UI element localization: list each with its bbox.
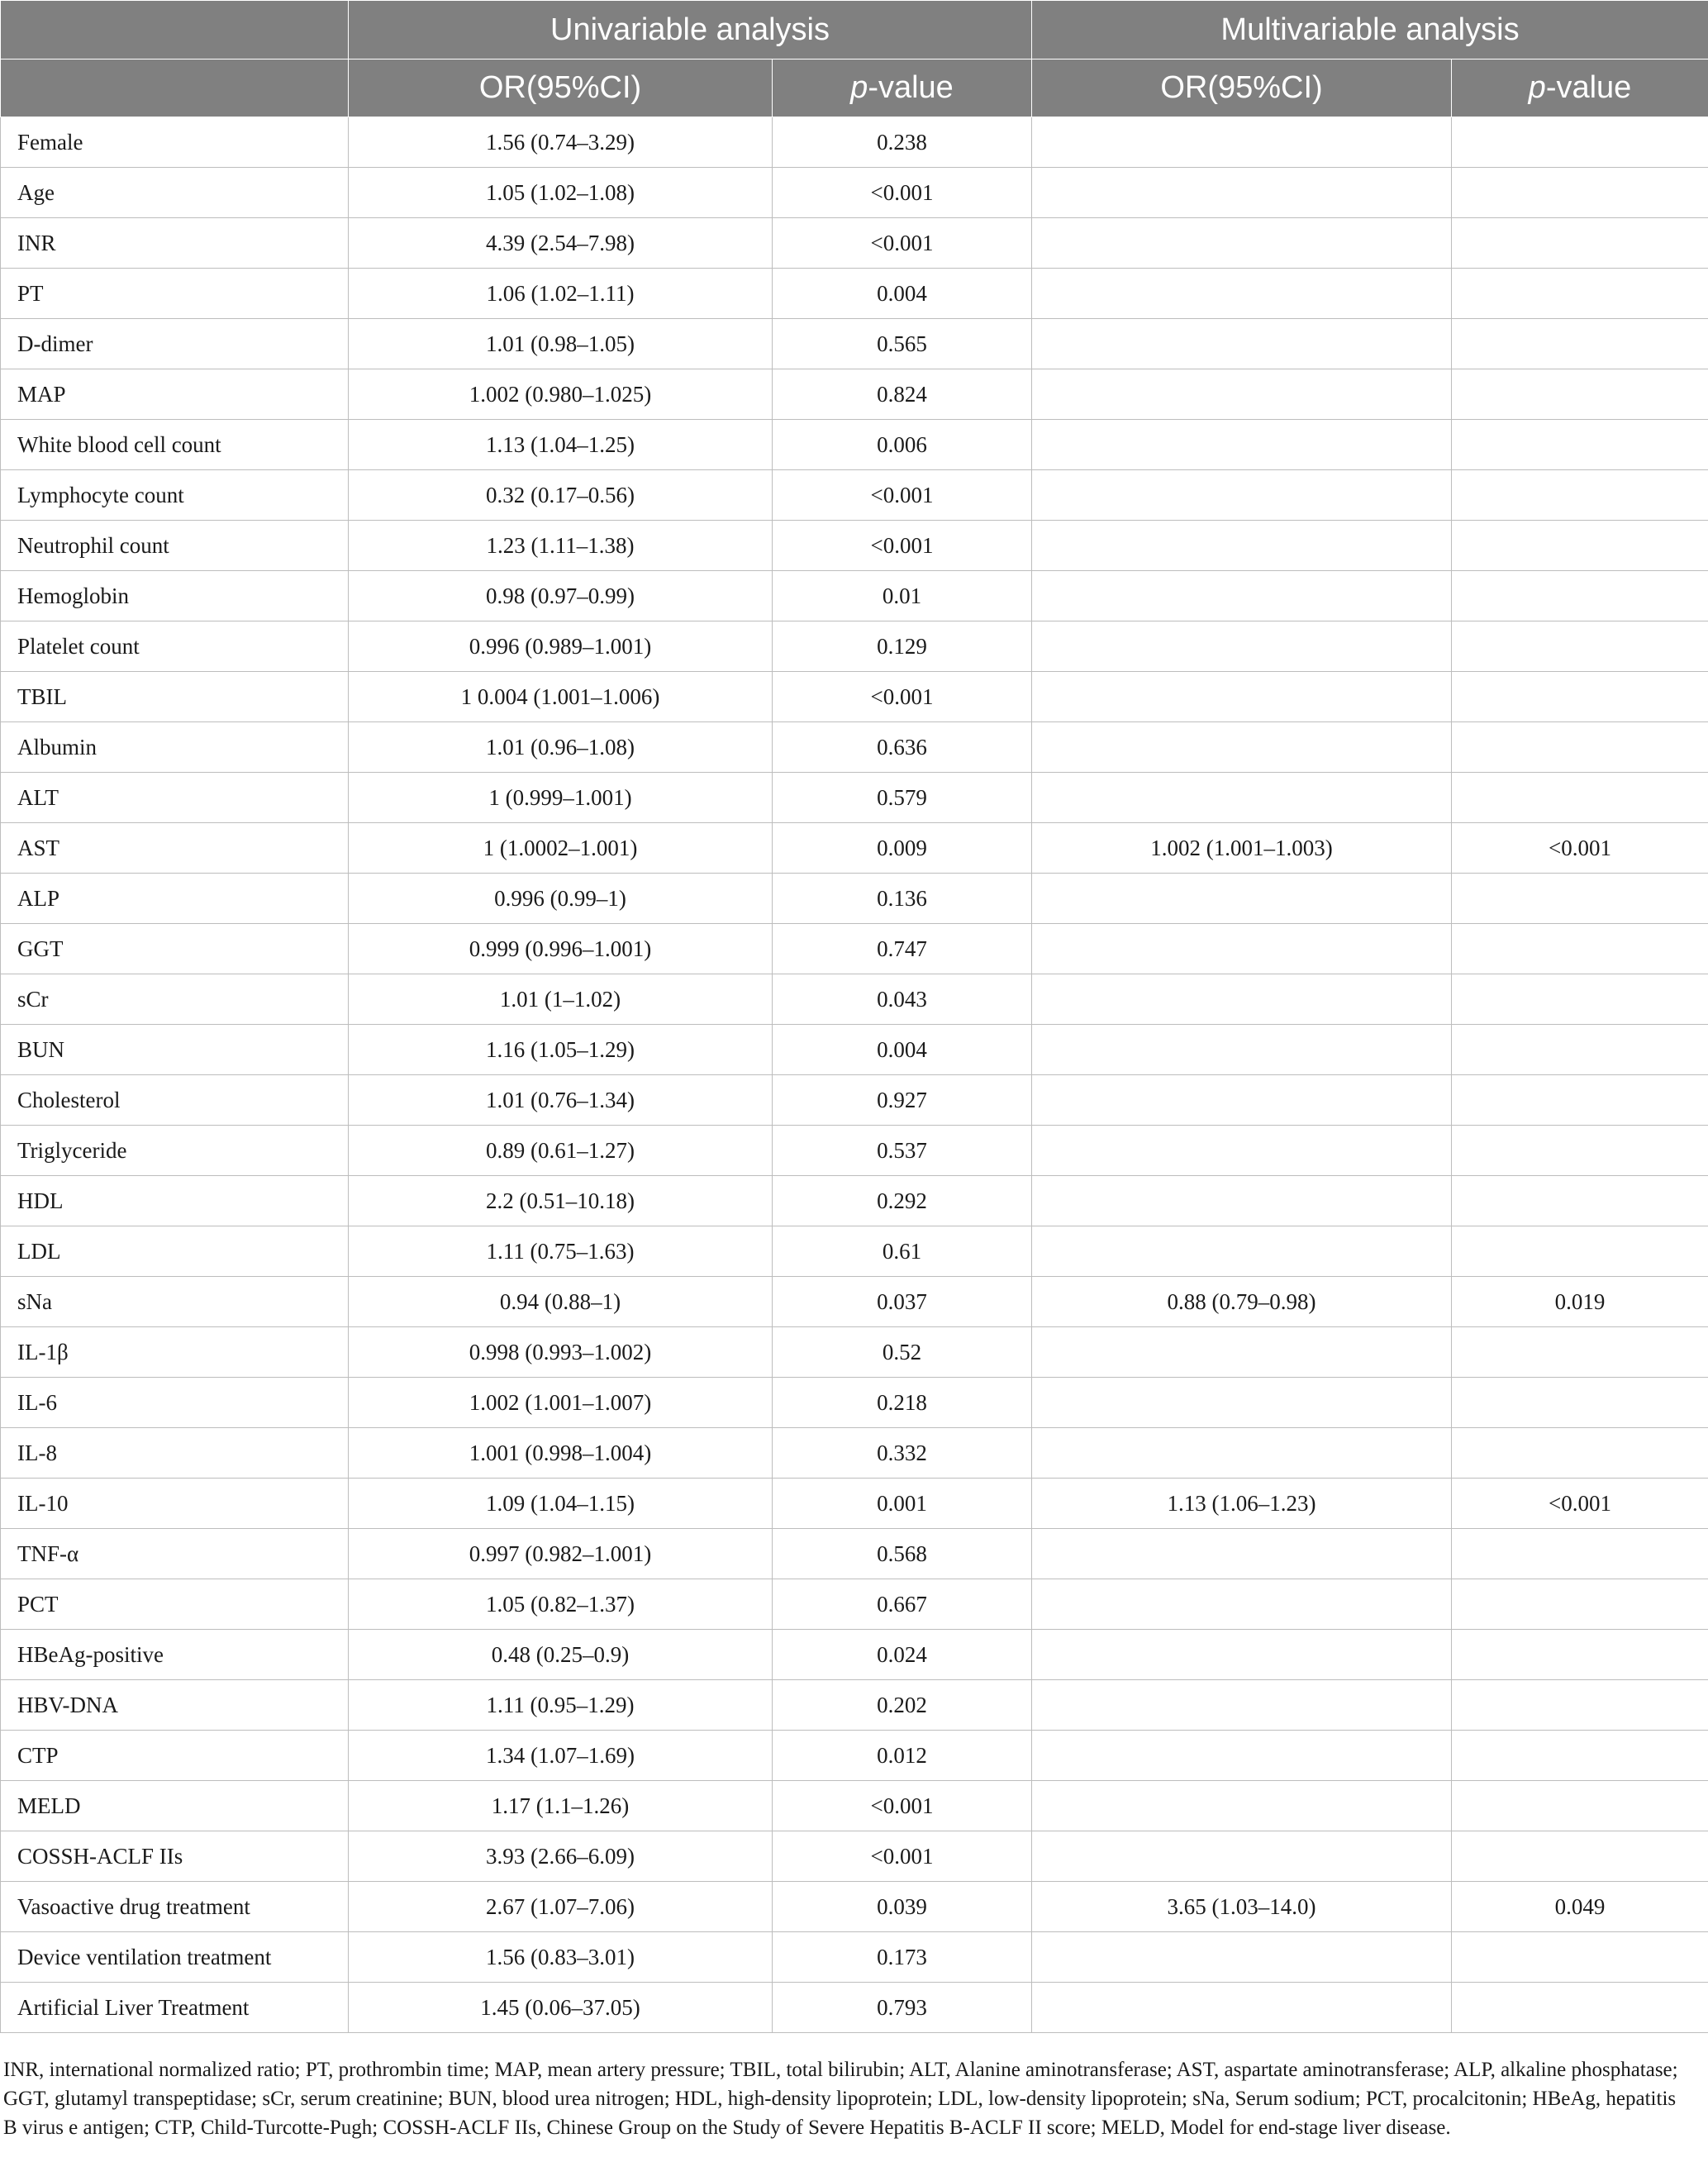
multivariable-or-cell xyxy=(1032,672,1452,722)
variable-cell: Neutrophil count xyxy=(1,521,349,571)
header-uni-or: OR(95%CI) xyxy=(349,60,773,117)
variable-cell: Hemoglobin xyxy=(1,571,349,621)
univariable-p-cell: 0.927 xyxy=(773,1075,1032,1126)
univariable-or-cell: 1.23 (1.11–1.38) xyxy=(349,521,773,571)
univariable-p-cell: 0.006 xyxy=(773,420,1032,470)
multivariable-p-cell xyxy=(1452,521,1708,571)
multivariable-or-cell xyxy=(1032,168,1452,218)
multivariable-or-cell xyxy=(1032,369,1452,420)
variable-cell: Artificial Liver Treatment xyxy=(1,1983,349,2033)
multivariable-or-cell xyxy=(1032,1630,1452,1680)
multivariable-or-cell xyxy=(1032,218,1452,269)
univariable-or-cell: 3.93 (2.66–6.09) xyxy=(349,1831,773,1882)
variable-cell: IL-8 xyxy=(1,1428,349,1479)
univariable-or-cell: 1.11 (0.95–1.29) xyxy=(349,1680,773,1731)
multivariable-p-cell xyxy=(1452,672,1708,722)
multivariable-p-cell xyxy=(1452,218,1708,269)
univariable-or-cell: 1.01 (1–1.02) xyxy=(349,974,773,1025)
univariable-or-cell: 1.13 (1.04–1.25) xyxy=(349,420,773,470)
univariable-or-cell: 1.16 (1.05–1.29) xyxy=(349,1025,773,1075)
univariable-p-cell: 0.173 xyxy=(773,1932,1032,1983)
multivariable-or-cell xyxy=(1032,924,1452,974)
multivariable-or-cell xyxy=(1032,1327,1452,1378)
multivariable-or-cell xyxy=(1032,773,1452,823)
table-row xyxy=(1,1479,1708,1529)
table-row xyxy=(1,621,1708,672)
univariable-or-cell: 1.01 (0.76–1.34) xyxy=(349,1075,773,1126)
multivariable-or-cell xyxy=(1032,1075,1452,1126)
table-row xyxy=(1,1882,1708,1932)
multivariable-p-cell: <0.001 xyxy=(1452,823,1708,874)
univariable-p-cell: 0.009 xyxy=(773,823,1032,874)
multivariable-p-cell xyxy=(1452,1226,1708,1277)
variable-cell: Platelet count xyxy=(1,621,349,672)
variable-cell: HBV-DNA xyxy=(1,1680,349,1731)
header-univariable: Univariable analysis xyxy=(349,1,1032,60)
table-row xyxy=(1,1025,1708,1075)
table-row xyxy=(1,1226,1708,1277)
univariable-or-cell: 1.01 (0.96–1.08) xyxy=(349,722,773,773)
univariable-p-cell: 0.579 xyxy=(773,773,1032,823)
variable-cell: TBIL xyxy=(1,672,349,722)
table-row xyxy=(1,974,1708,1025)
header-uni-p xyxy=(773,60,1032,117)
multivariable-p-cell xyxy=(1452,1327,1708,1378)
univariable-p-cell: 0.136 xyxy=(773,874,1032,924)
variable-cell: LDL xyxy=(1,1226,349,1277)
univariable-or-cell: 1.01 (0.98–1.05) xyxy=(349,319,773,369)
variable-cell: sCr xyxy=(1,974,349,1025)
multivariable-p-cell xyxy=(1452,117,1708,168)
univariable-or-cell: 1.06 (1.02–1.11) xyxy=(349,269,773,319)
multivariable-or-cell xyxy=(1032,1126,1452,1176)
multivariable-or-cell xyxy=(1032,1529,1452,1579)
univariable-p-cell: 0.747 xyxy=(773,924,1032,974)
variable-cell: Vasoactive drug treatment xyxy=(1,1882,349,1932)
variable-cell: INR xyxy=(1,218,349,269)
univariable-or-cell: 2.67 (1.07–7.06) xyxy=(349,1882,773,1932)
univariable-p-cell: 0.824 xyxy=(773,369,1032,420)
univariable-or-cell: 1.002 (1.001–1.007) xyxy=(349,1378,773,1428)
table-row xyxy=(1,420,1708,470)
table-row xyxy=(1,1327,1708,1378)
univariable-p-cell: <0.001 xyxy=(773,521,1032,571)
univariable-p-cell: 0.537 xyxy=(773,1126,1032,1176)
variable-cell: Female xyxy=(1,117,349,168)
multivariable-p-cell xyxy=(1452,621,1708,672)
univariable-or-cell: 0.999 (0.996–1.001) xyxy=(349,924,773,974)
multivariable-p-cell xyxy=(1452,1025,1708,1075)
multivariable-or-cell xyxy=(1032,1731,1452,1781)
multivariable-or-cell xyxy=(1032,470,1452,521)
table-body xyxy=(1,117,1708,2033)
table-row xyxy=(1,1176,1708,1226)
header-multi-or: OR(95%CI) xyxy=(1032,60,1452,117)
multivariable-or-cell xyxy=(1032,1932,1452,1983)
univariable-p-cell: 0.565 xyxy=(773,319,1032,369)
univariable-p-cell: <0.001 xyxy=(773,168,1032,218)
univariable-or-cell: 1.09 (1.04–1.15) xyxy=(349,1479,773,1529)
header-multi-p xyxy=(1452,60,1708,117)
variable-cell: D-dimer xyxy=(1,319,349,369)
univariable-or-cell: 0.998 (0.993–1.002) xyxy=(349,1327,773,1378)
table-row xyxy=(1,470,1708,521)
multivariable-p-cell xyxy=(1452,1126,1708,1176)
univariable-or-cell: 0.997 (0.982–1.001) xyxy=(349,1529,773,1579)
multivariable-p-cell xyxy=(1452,369,1708,420)
multivariable-or-cell xyxy=(1032,319,1452,369)
univariable-or-cell: 1.05 (1.02–1.08) xyxy=(349,168,773,218)
variable-cell: AST xyxy=(1,823,349,874)
univariable-p-cell: <0.001 xyxy=(773,218,1032,269)
multivariable-p-cell: 0.019 xyxy=(1452,1277,1708,1327)
univariable-p-cell: <0.001 xyxy=(773,1831,1032,1882)
variable-cell: Lymphocyte count xyxy=(1,470,349,521)
univariable-p-cell: 0.012 xyxy=(773,1731,1032,1781)
univariable-p-cell: 0.043 xyxy=(773,974,1032,1025)
univariable-or-cell: 1.002 (0.980–1.025) xyxy=(349,369,773,420)
variable-cell: MELD xyxy=(1,1781,349,1831)
multivariable-p-cell xyxy=(1452,1630,1708,1680)
table-row xyxy=(1,823,1708,874)
univariable-p-cell: <0.001 xyxy=(773,1781,1032,1831)
table-row xyxy=(1,319,1708,369)
multivariable-p-cell xyxy=(1452,420,1708,470)
header-column-row xyxy=(1,60,1708,117)
multivariable-p-cell xyxy=(1452,1176,1708,1226)
multivariable-or-cell: 1.13 (1.06–1.23) xyxy=(1032,1479,1452,1529)
univariable-p-cell: 0.793 xyxy=(773,1983,1032,2033)
univariable-p-cell: <0.001 xyxy=(773,470,1032,521)
univariable-p-cell: 0.024 xyxy=(773,1630,1032,1680)
multivariable-or-cell xyxy=(1032,117,1452,168)
variable-cell: PCT xyxy=(1,1579,349,1630)
p-italic: p xyxy=(850,70,868,105)
multivariable-p-cell xyxy=(1452,168,1708,218)
multivariable-p-cell xyxy=(1452,1731,1708,1781)
header-group-row xyxy=(1,1,1708,60)
univariable-or-cell: 1.34 (1.07–1.69) xyxy=(349,1731,773,1781)
table-row xyxy=(1,1428,1708,1479)
univariable-p-cell: 0.004 xyxy=(773,1025,1032,1075)
table-row xyxy=(1,1277,1708,1327)
multivariable-or-cell xyxy=(1032,1428,1452,1479)
header-variable-blank xyxy=(1,1,349,60)
univariable-or-cell: 0.996 (0.989–1.001) xyxy=(349,621,773,672)
multivariable-or-cell xyxy=(1032,722,1452,773)
multivariable-or-cell xyxy=(1032,1831,1452,1882)
multivariable-p-cell xyxy=(1452,1831,1708,1882)
variable-cell: GGT xyxy=(1,924,349,974)
table-row xyxy=(1,218,1708,269)
variable-cell: HDL xyxy=(1,1176,349,1226)
table-row xyxy=(1,1579,1708,1630)
multivariable-p-cell xyxy=(1452,571,1708,621)
variable-cell: Albumin xyxy=(1,722,349,773)
variable-cell: Age xyxy=(1,168,349,218)
table-header xyxy=(1,1,1708,117)
multivariable-p-cell xyxy=(1452,1781,1708,1831)
multivariable-or-cell xyxy=(1032,420,1452,470)
multivariable-or-cell xyxy=(1032,1781,1452,1831)
table-row xyxy=(1,168,1708,218)
table-row xyxy=(1,571,1708,621)
multivariable-or-cell: 0.88 (0.79–0.98) xyxy=(1032,1277,1452,1327)
multivariable-p-cell: <0.001 xyxy=(1452,1479,1708,1529)
table-row xyxy=(1,1075,1708,1126)
univariable-or-cell: 1.001 (0.998–1.004) xyxy=(349,1428,773,1479)
univariable-p-cell: 0.61 xyxy=(773,1226,1032,1277)
table-row xyxy=(1,1529,1708,1579)
univariable-p-cell: 0.037 xyxy=(773,1277,1032,1327)
variable-cell: IL-6 xyxy=(1,1378,349,1428)
univariable-or-cell: 1.05 (0.82–1.37) xyxy=(349,1579,773,1630)
multivariable-p-cell xyxy=(1452,874,1708,924)
multivariable-p-cell xyxy=(1452,773,1708,823)
univariable-or-cell: 0.48 (0.25–0.9) xyxy=(349,1630,773,1680)
multivariable-p-cell xyxy=(1452,1680,1708,1731)
variable-cell: sNa xyxy=(1,1277,349,1327)
univariable-p-cell: 0.52 xyxy=(773,1327,1032,1378)
multivariable-or-cell: 3.65 (1.03–14.0) xyxy=(1032,1882,1452,1932)
multivariable-or-cell xyxy=(1032,874,1452,924)
table-row xyxy=(1,1831,1708,1882)
variable-cell: CTP xyxy=(1,1731,349,1781)
multivariable-p-cell xyxy=(1452,1428,1708,1479)
multivariable-or-cell xyxy=(1032,521,1452,571)
univariable-p-cell: 0.292 xyxy=(773,1176,1032,1226)
variable-cell: ALP xyxy=(1,874,349,924)
table-row xyxy=(1,1378,1708,1428)
table-row xyxy=(1,1983,1708,2033)
multivariable-p-cell xyxy=(1452,1529,1708,1579)
univariable-or-cell: 0.94 (0.88–1) xyxy=(349,1277,773,1327)
univariable-p-cell: 0.636 xyxy=(773,722,1032,773)
multivariable-or-cell xyxy=(1032,1579,1452,1630)
univariable-or-cell: 1 (0.999–1.001) xyxy=(349,773,773,823)
univariable-p-cell: 0.332 xyxy=(773,1428,1032,1479)
table-row xyxy=(1,369,1708,420)
multivariable-or-cell: 1.002 (1.001–1.003) xyxy=(1032,823,1452,874)
univariable-or-cell: 0.89 (0.61–1.27) xyxy=(349,1126,773,1176)
variable-cell: MAP xyxy=(1,369,349,420)
table-row xyxy=(1,773,1708,823)
table-row xyxy=(1,924,1708,974)
univariable-or-cell: 1.11 (0.75–1.63) xyxy=(349,1226,773,1277)
multivariable-or-cell xyxy=(1032,621,1452,672)
table-row xyxy=(1,1126,1708,1176)
p-suffix: -value xyxy=(1545,70,1632,105)
univariable-or-cell: 4.39 (2.54–7.98) xyxy=(349,218,773,269)
header-variable-blank-2 xyxy=(1,60,349,117)
univariable-p-cell: 0.004 xyxy=(773,269,1032,319)
table-row xyxy=(1,117,1708,168)
univariable-or-cell: 0.32 (0.17–0.56) xyxy=(349,470,773,521)
univariable-or-cell: 1 0.004 (1.001–1.006) xyxy=(349,672,773,722)
multivariable-p-cell xyxy=(1452,974,1708,1025)
univariable-p-cell: 0.238 xyxy=(773,117,1032,168)
univariable-or-cell: 1.56 (0.83–3.01) xyxy=(349,1932,773,1983)
header-multivariable: Multivariable analysis xyxy=(1032,1,1708,60)
variable-cell: PT xyxy=(1,269,349,319)
multivariable-or-cell xyxy=(1032,1226,1452,1277)
multivariable-p-cell xyxy=(1452,1378,1708,1428)
variable-cell: Cholesterol xyxy=(1,1075,349,1126)
multivariable-or-cell xyxy=(1032,1378,1452,1428)
univariable-p-cell: 0.568 xyxy=(773,1529,1032,1579)
multivariable-or-cell xyxy=(1032,1983,1452,2033)
table-footnote: INR, international normalized ratio; PT, prothrombin time; MAP, mean artery pressure; TBIL, total bilirubin; ALT, Alanine aminotransferase; AST, aspartate aminotransferase; ALP, alkaline phosphatase; GGT, glutamyl transpeptidase; sCr, serum creatinine; BUN, blood urea nitrogen; HDL, high-density lipoprotein; LDL, low-density lipoprotein; sNa, Serum sodium; PCT, procalcitonin; HBeAg, hepatitis B virus e antigen; CTP, Child-Turcotte-Pugh; COSSH-ACLF IIs, Chinese Group on the Study of Severe Hepatitis B-ACLF II score; MELD, Model for end-stage liver disease. xyxy=(3,2059,1678,2139)
univariable-p-cell: 0.667 xyxy=(773,1579,1032,1630)
multivariable-or-cell xyxy=(1032,1176,1452,1226)
multivariable-p-cell xyxy=(1452,924,1708,974)
variable-cell: Device ventilation treatment xyxy=(1,1932,349,1983)
multivariable-or-cell xyxy=(1032,1025,1452,1075)
multivariable-or-cell xyxy=(1032,269,1452,319)
table-row xyxy=(1,874,1708,924)
multivariable-p-cell xyxy=(1452,722,1708,773)
univariable-p-cell: 0.01 xyxy=(773,571,1032,621)
variable-cell: Triglyceride xyxy=(1,1126,349,1176)
univariable-or-cell: 0.98 (0.97–0.99) xyxy=(349,571,773,621)
univariable-p-cell: 0.001 xyxy=(773,1479,1032,1529)
multivariable-p-cell xyxy=(1452,1579,1708,1630)
multivariable-p-cell xyxy=(1452,269,1708,319)
multivariable-p-cell: 0.049 xyxy=(1452,1882,1708,1932)
variable-cell: COSSH-ACLF IIs xyxy=(1,1831,349,1882)
variable-cell: ALT xyxy=(1,773,349,823)
variable-cell: BUN xyxy=(1,1025,349,1075)
multivariable-p-cell xyxy=(1452,1075,1708,1126)
univariable-or-cell: 1.56 (0.74–3.29) xyxy=(349,117,773,168)
multivariable-or-cell xyxy=(1032,571,1452,621)
table-row xyxy=(1,1781,1708,1831)
p-suffix: -value xyxy=(868,70,954,105)
p-italic: p xyxy=(1528,70,1546,105)
multivariable-or-cell xyxy=(1032,1680,1452,1731)
univariable-p-cell: 0.218 xyxy=(773,1378,1032,1428)
variable-cell: HBeAg-positive xyxy=(1,1630,349,1680)
table-row xyxy=(1,1680,1708,1731)
table-row xyxy=(1,1630,1708,1680)
univariable-p-cell: 0.129 xyxy=(773,621,1032,672)
table-row xyxy=(1,1932,1708,1983)
univariable-or-cell: 1.45 (0.06–37.05) xyxy=(349,1983,773,2033)
variable-cell: White blood cell count xyxy=(1,420,349,470)
variable-cell: IL-1β xyxy=(1,1327,349,1378)
univariable-or-cell: 0.996 (0.99–1) xyxy=(349,874,773,924)
univariable-or-cell: 2.2 (0.51–10.18) xyxy=(349,1176,773,1226)
multivariable-p-cell xyxy=(1452,470,1708,521)
multivariable-p-cell xyxy=(1452,319,1708,369)
multivariable-p-cell xyxy=(1452,1932,1708,1983)
multivariable-or-cell xyxy=(1032,974,1452,1025)
univariable-p-cell: 0.202 xyxy=(773,1680,1032,1731)
table-row xyxy=(1,672,1708,722)
table-row xyxy=(1,1731,1708,1781)
variable-cell: IL-10 xyxy=(1,1479,349,1529)
variable-cell: TNF-α xyxy=(1,1529,349,1579)
univariable-p-cell: 0.039 xyxy=(773,1882,1032,1932)
multivariable-p-cell xyxy=(1452,1983,1708,2033)
table-row xyxy=(1,521,1708,571)
table-row xyxy=(1,269,1708,319)
univariable-p-cell: <0.001 xyxy=(773,672,1032,722)
table-row xyxy=(1,722,1708,773)
univariable-or-cell: 1 (1.0002–1.001) xyxy=(349,823,773,874)
univariable-or-cell: 1.17 (1.1–1.26) xyxy=(349,1781,773,1831)
